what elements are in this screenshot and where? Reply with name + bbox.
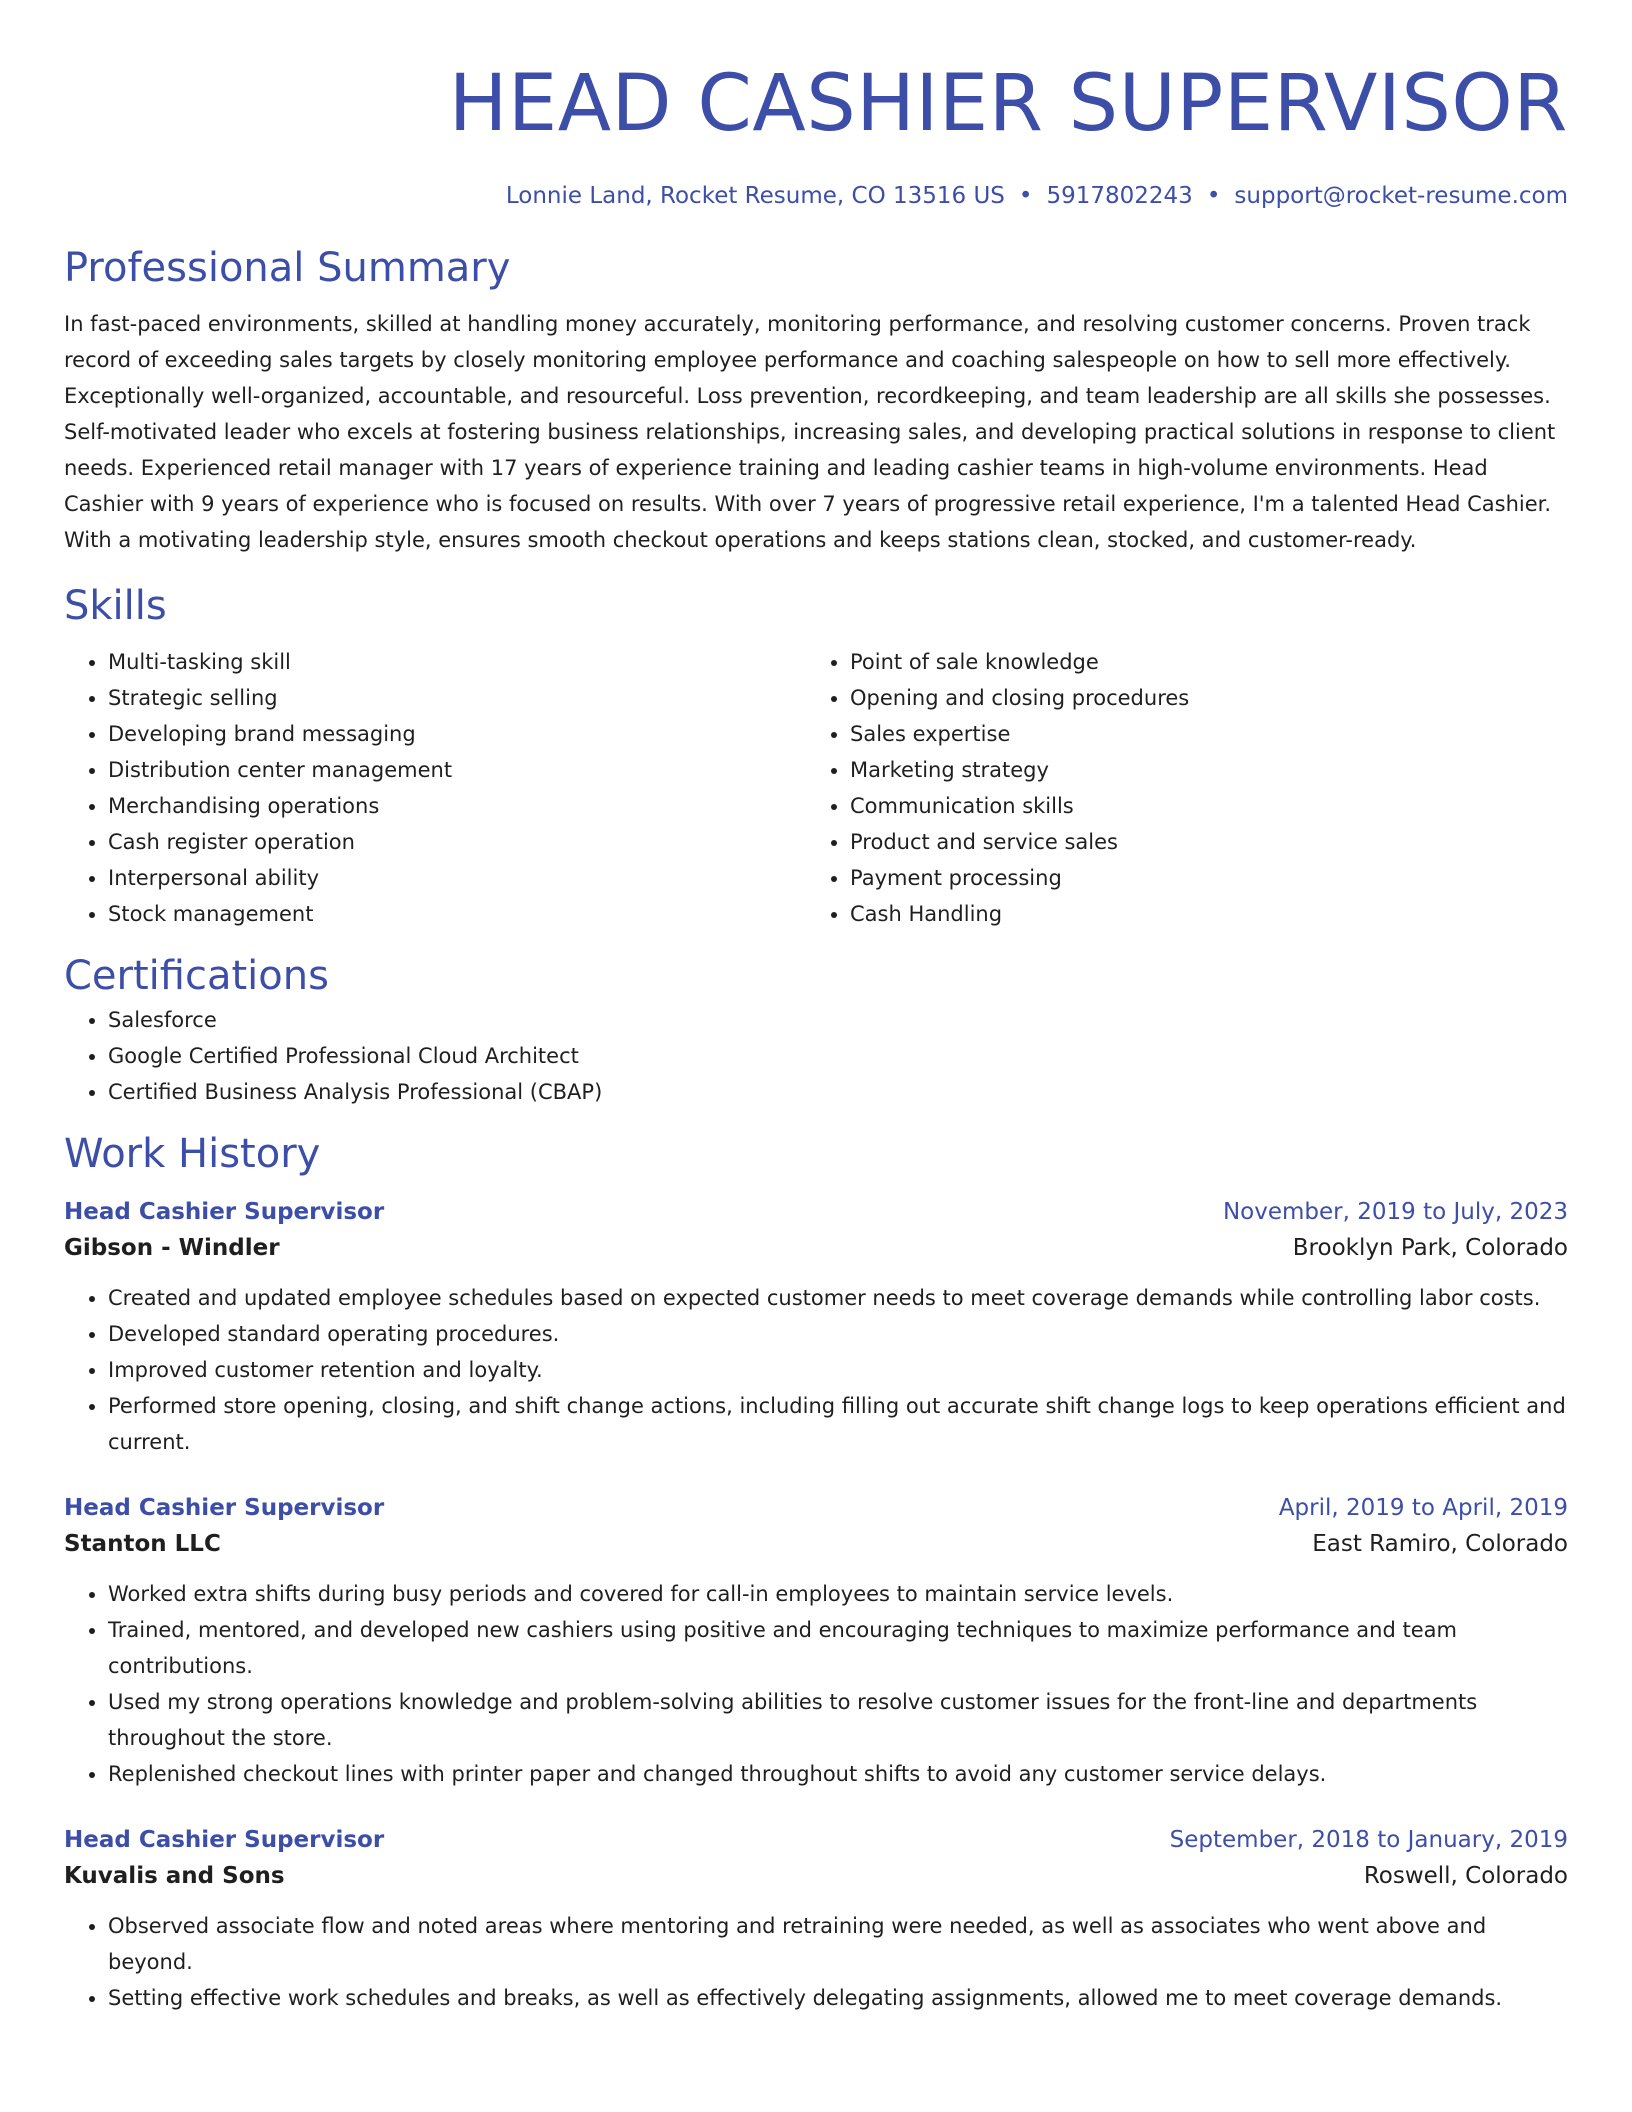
job-duty: • Improved customer retention and loyalty. — [108, 1352, 1568, 1388]
resume-name: HEAD CASHIER SUPERVISOR — [448, 59, 1568, 149]
work-history-list — [64, 1194, 1568, 2016]
skill-item: • Interpersonal ability — [108, 860, 806, 896]
job-company: Gibson - Windler — [64, 1235, 280, 1261]
job-title: Head Cashier Supervisor — [64, 1199, 385, 1225]
skill-item: • Marketing strategy — [850, 752, 1548, 788]
certifications-list — [64, 1002, 1568, 1110]
job-location: East Ramiro, Colorado — [1312, 1531, 1568, 1557]
skill-item: • Payment processing — [850, 860, 1548, 896]
skill-item: • Cash Handling — [850, 896, 1548, 932]
job-dates: November, 2019 to July, 2023 — [1222, 1199, 1568, 1225]
job-company: Stanton LLC — [64, 1531, 221, 1557]
summary-heading: Professional Summary — [64, 245, 511, 291]
job-duties — [64, 1280, 1568, 1460]
job-entry — [64, 1822, 1568, 2016]
job-title: Head Cashier Supervisor — [64, 1495, 385, 1521]
job-company: Kuvalis and Sons — [64, 1863, 285, 1889]
skill-item: • Cash register operation — [108, 824, 806, 860]
skill-item: • Product and service sales — [850, 824, 1548, 860]
contact-address: Lonnie Land, Rocket Resume, CO 13516 US — [505, 183, 1005, 209]
job-entry — [64, 1490, 1568, 1792]
contact-separator: • — [1206, 183, 1221, 209]
contact-separator: • — [1018, 183, 1033, 209]
job-duty: • Created and updated employee schedules based on expected customer needs to meet coverage demands while controlling labor costs. — [108, 1280, 1568, 1316]
certification-item: • Certified Business Analysis Professional (CBAP) — [108, 1074, 1568, 1110]
job-dates: April, 2019 to April, 2019 — [1278, 1495, 1568, 1521]
contact-phone[interactable]: 5917802243 — [1046, 183, 1193, 209]
skill-item: • Merchandising operations — [108, 788, 806, 824]
skill-item: • Point of sale knowledge — [850, 644, 1548, 680]
skills-column-right — [806, 644, 1548, 932]
job-entry — [64, 1194, 1568, 1460]
skills-heading: Skills — [64, 583, 167, 629]
skill-item: • Distribution center management — [108, 752, 806, 788]
job-duty: • Performed store opening, closing, and shift change actions, including filling out accurate shift change logs to keep operations efficient and current. — [108, 1388, 1568, 1460]
resume-page — [64, 0, 1568, 2016]
contact-line — [64, 180, 1568, 212]
job-duty: • Observed associate flow and noted areas where mentoring and retraining were needed, as well as associates who went above and beyond. — [108, 1908, 1568, 1980]
job-duties — [64, 1908, 1568, 2016]
job-duties — [64, 1576, 1568, 1792]
job-location: Brooklyn Park, Colorado — [1292, 1235, 1568, 1261]
skill-item: • Multi-tasking skill — [108, 644, 806, 680]
skills-list — [64, 644, 1568, 932]
skill-item: • Opening and closing procedures — [850, 680, 1548, 716]
certification-item: • Salesforce — [108, 1002, 1568, 1038]
skill-item: • Stock management — [108, 896, 806, 932]
certifications-heading: Certifications — [64, 953, 329, 999]
certification-item: • Google Certified Professional Cloud Architect — [108, 1038, 1568, 1074]
summary-text: In fast-paced environments, skilled at handling money accurately, monitoring performance, and resolving customer concerns. Proven track record of exceeding sales targets by closely monitoring employee performance and coaching salespeople on how to sell more effectively. Exceptionally well-organized, accountable, and resourceful. Loss prevention, recordkeeping, and team leadership are all skills she possesses. Self-motivated leader who excels at fostering business relationships, increasing sales, and developing practical solutions in response to client needs. Experienced retail manager with 17 years of experience training and leading cashier teams in high-volume environments. Head Cashier with 9 years of experience who is focused on results. With over 7 years of progressive retail experience, I'm a talented Head Cashier. With a motivating leadership style, ensures smooth checkout operations and keeps stations clean, stocked, and customer-ready. — [64, 312, 1556, 552]
job-duty: • Used my strong operations knowledge and problem-solving abilities to resolve customer issues for the front-line and departments throughout the store. — [108, 1684, 1568, 1756]
contact-email[interactable]: support@rocket-resume.com — [1234, 183, 1568, 209]
skill-item: • Communication skills — [850, 788, 1548, 824]
job-duty: • Worked extra shifts during busy periods and covered for call-in employees to maintain service levels. — [108, 1576, 1568, 1612]
job-duty: • Replenished checkout lines with printer paper and changed throughout shifts to avoid any customer service delays. — [108, 1756, 1568, 1792]
job-location: Roswell, Colorado — [1363, 1863, 1568, 1889]
skills-column-left — [64, 644, 806, 932]
skill-item: • Sales expertise — [850, 716, 1548, 752]
job-duty: • Setting effective work schedules and breaks, as well as effectively delegating assignments, allowed me to meet coverage demands. — [108, 1980, 1568, 2016]
skill-item: • Strategic selling — [108, 680, 806, 716]
work-history-heading: Work History — [64, 1131, 321, 1177]
job-title: Head Cashier Supervisor — [64, 1827, 385, 1853]
job-dates: September, 2018 to January, 2019 — [1169, 1827, 1568, 1853]
job-duty: • Developed standard operating procedures. — [108, 1316, 1568, 1352]
job-duty: • Trained, mentored, and developed new cashiers using positive and encouraging techniques to maximize performance and team contributions. — [108, 1612, 1568, 1684]
skill-item: • Developing brand messaging — [108, 716, 806, 752]
